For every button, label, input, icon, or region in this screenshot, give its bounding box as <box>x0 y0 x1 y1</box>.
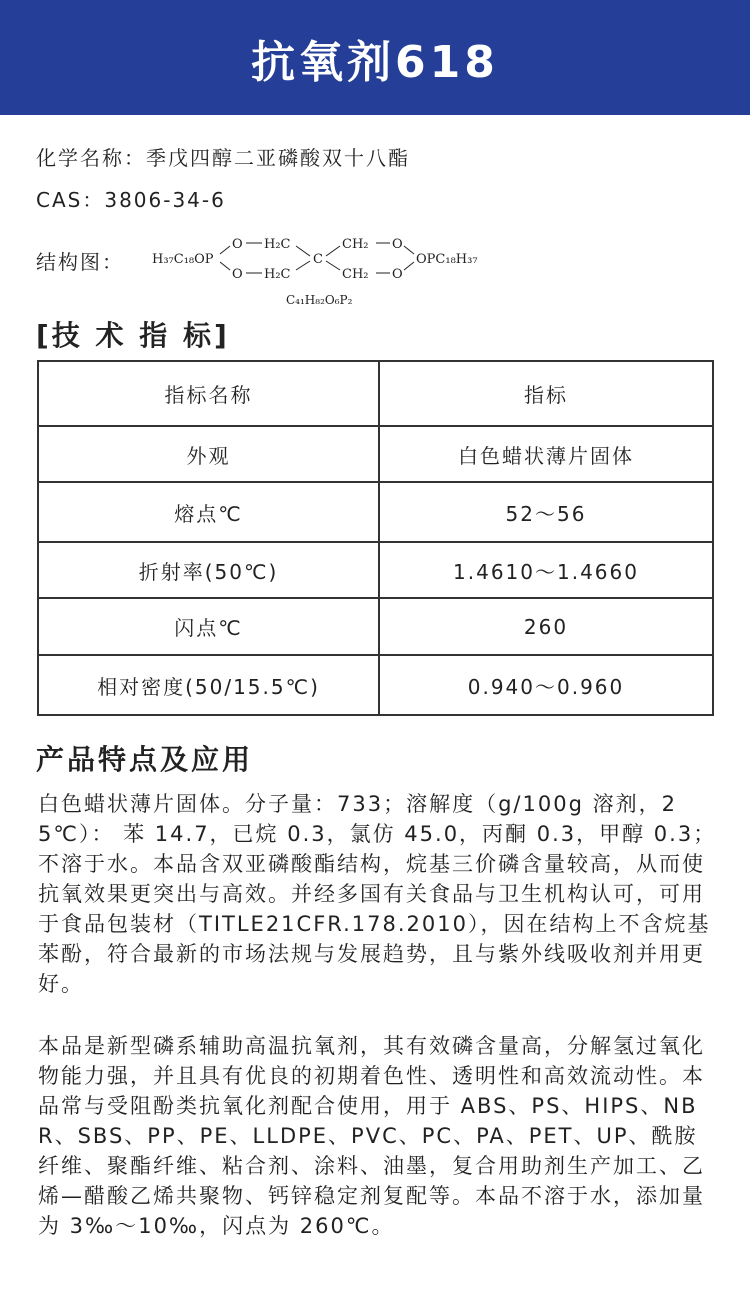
spec-value-cell: 白色蜡状薄片固体 <box>379 426 713 482</box>
bond-line <box>296 246 310 256</box>
table-row <box>38 482 713 542</box>
spec-name-cell: 熔点℃ <box>38 482 379 542</box>
spec-value-cell: 1.4610～1.4660 <box>379 542 713 598</box>
bond-line <box>296 261 310 270</box>
formula-h2c: H₂C <box>264 237 291 252</box>
features-paragraph: 白色蜡状薄片固体。分子量：733；溶解度（g/100g 溶剂，25℃）： 苯 14.7，已烷 0.3，氯仿 45.0，丙酮 0.3，甲醇 0.3；不溶于水。本品含双亚磷酸酯结构，烷基三价磷含量较高，从而使抗氧效果更突出与高效。并经多国有关食品与卫生机构认可，可用于食品包装材（TITLE21CFR.178.2010），因在结构上不含烷基苯酚，符合最新的市场法规与发展趋势，且与紫外线吸收剂并用更好。 <box>38 792 717 996</box>
spec-name-cell: 闪点℃ <box>38 598 379 655</box>
formula-h2c: H₂C <box>264 267 291 282</box>
chemical-name: 化学名称：季戊四醇二亚磷酸双十八酯 <box>36 146 410 170</box>
molecular-formula: C₄₁H₈₂O₆P₂ <box>286 293 353 307</box>
structure-label: 结构图： <box>36 250 124 274</box>
spec-value-cell: 52～56 <box>379 482 713 542</box>
applications-paragraph: 本品是新型磷系辅助高温抗氧剂，其有效磷含量高，分解氢过氧化物能力强，并且具有优良的初期着色性、透明性和高效流动性。本品常与受阻酚类抗氧化剂配合使用，用于 ABS、PS、HIPS、NBR、SBS、PP、PE、LLDPE、PVC、PC、PA、PET、UP、酰胺纤维、聚酯纤维、粘合剂、涂料、油墨，复合用助剂生产加工、乙烯—醋酸乙烯共聚物、钙锌稳定剂复配等。本品不溶于水，添加量为 3‰～10‰，闪点为 260℃。 <box>38 1034 705 1238</box>
spec-name-cell: 折射率(50℃) <box>38 542 379 598</box>
formula-left-group: H₃₇C₁₈OP <box>152 252 214 267</box>
formula-oxygen: O <box>232 267 243 282</box>
bond-line <box>326 246 340 256</box>
title-banner <box>0 0 750 115</box>
header-cell-name: 指标名称 <box>38 361 379 426</box>
table-row <box>38 426 713 482</box>
formula-center-carbon: C <box>313 252 323 267</box>
table-row <box>38 542 713 598</box>
spec-value-cell: 0.940～0.960 <box>379 655 713 715</box>
formula-oxygen: O <box>392 267 403 282</box>
spec-section-title: [技 术 指 标] <box>36 319 230 352</box>
bond-line <box>220 262 230 270</box>
bond-line <box>326 261 340 270</box>
table-row <box>38 655 713 715</box>
spec-name-cell: 外观 <box>38 426 379 482</box>
spec-name-cell: 相对密度(50/15.5℃) <box>38 655 379 715</box>
formula-ch2: CH₂ <box>342 267 369 282</box>
features-section-title: 产品特点及应用 <box>36 743 254 776</box>
bond-line <box>404 262 414 270</box>
header-cell-value: 指标 <box>379 361 713 426</box>
formula-right-group: OPC₁₈H₃₇ <box>416 252 478 267</box>
structural-formula <box>150 228 500 312</box>
bond-line <box>220 246 230 254</box>
table-row <box>38 598 713 655</box>
table-header-row <box>38 361 713 426</box>
formula-oxygen: O <box>392 237 403 252</box>
formula-ch2: CH₂ <box>342 237 369 252</box>
formula-oxygen: O <box>232 237 243 252</box>
bond-line <box>404 246 414 254</box>
spec-value-cell: 260 <box>379 598 713 655</box>
page-title: 抗氧剂618 <box>251 36 499 88</box>
spec-table <box>37 360 714 716</box>
cas-number: CAS：3806-34-6 <box>36 188 226 212</box>
